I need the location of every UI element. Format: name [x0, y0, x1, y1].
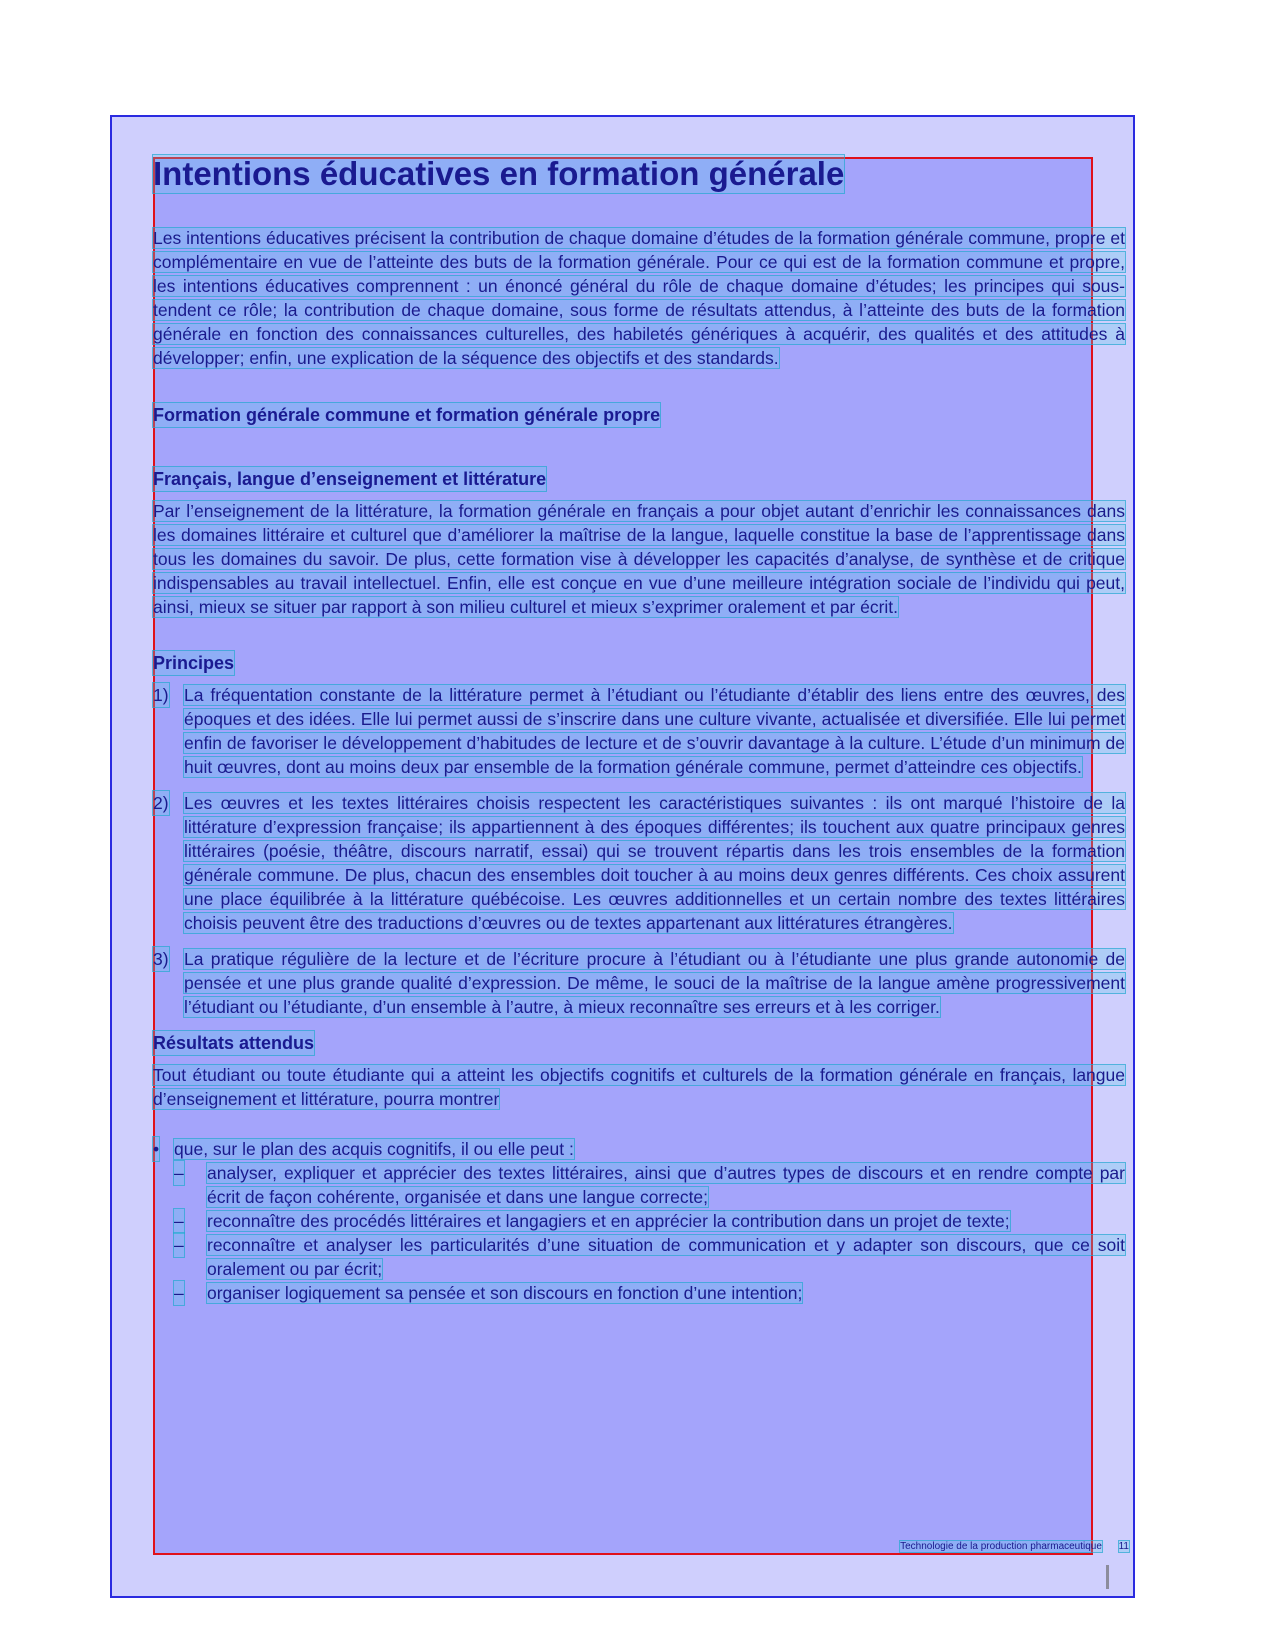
footer-page-number: 11 — [1118, 1541, 1129, 1552]
principle-number: 3) — [153, 949, 169, 969]
results-intro-paragraph — [153, 1063, 1125, 1111]
principle-item — [153, 791, 1125, 935]
bullet-lead: que, sur le plan des acquis cognitifs, il ou elle peut : — [174, 1139, 574, 1159]
bullet-icon: • — [153, 1139, 160, 1159]
principle-text: La pratique régulière de la lecture et de l’écriture procure à l’étudiant ou à l’étudiante une plus grande autonomie de pensée et une plus grande qualité d’expression. De même, le souci de la maîtrise de la langue amène progressivement l’étudiant ou l’étudiante, d’un ensemble à l’autre, à mieux reconnaître ses erreurs et à les corriger. — [184, 949, 1125, 1017]
dash-icon: – — [174, 1283, 184, 1303]
principles-list — [153, 683, 1125, 1019]
dash-icon: – — [174, 1163, 184, 1183]
subsection-heading: Français, langue d’enseignement et littérature — [153, 469, 547, 489]
intro-text: Les intentions éducatives précisent la contribution de chaque domaine d’études de la formation générale commune, propre et complémentaire en vue de l’atteinte des buts de la formation générale. Pour ce qui est de la formation commune et propre, les intentions éducatives comprennent : un énoncé général du rôle de chaque domaine d’études; les principes qui sous-tendent ce rôle; la contribution de chaque domaine, sous forme de résultats attendus, à l’atteinte des buts de la formation générale en fonction des connaissances culturelles, des habiletés génériques à acquérir, des qualités et des attitudes à développer; enfin, une explication de la séquence des objectifs et des standards. — [153, 228, 1125, 368]
outcome-item — [174, 1161, 1125, 1209]
principle-number: 2) — [153, 793, 169, 813]
section-heading: Formation générale commune et formation générale propre — [153, 405, 661, 425]
outcome-text: organiser logiquement sa pensée et son discours en fonction d’une intention; — [207, 1283, 803, 1303]
outcome-item — [174, 1281, 1125, 1305]
outcome-text: analyser, expliquer et apprécier des textes littéraires, ainsi que d’autres types de discours et en rendre compte par écrit de façon cohérente, organisée et dans une langue correcte; — [207, 1163, 1125, 1207]
subsection-text: Par l’enseignement de la littérature, la formation générale en français a pour objet autant d’enrichir les connaissances dans les domaines littéraire et culturel que d’améliorer la maîtrise de la langue, laquelle constitue la base de l’apprentissage dans tous les domaines du savoir. De plus, cette formation vise à développer les capacités d’analyse, de synthèse et de critique indispensables au travail intellectuel. Enfin, elle est conçue en vue d’une meilleure intégration sociale de l’individu qui peut, ainsi, mieux se situer par rapport à son milieu culturel et mieux s’exprimer oralement et par écrit. — [153, 501, 1125, 617]
dash-icon: – — [174, 1211, 184, 1231]
subsection-paragraph — [153, 499, 1125, 619]
principles-heading: Principes — [153, 653, 235, 673]
dash-icon: – — [174, 1235, 184, 1255]
page-title: Intentions éducatives en formation générale — [153, 155, 845, 192]
margin-bar-mark — [1106, 1565, 1109, 1589]
outcome-item — [174, 1233, 1125, 1281]
intro-paragraph — [153, 226, 1125, 370]
outcome-text: reconnaître des procédés littéraires et langagiers et en apprécier la contribution dans un projet de texte; — [207, 1211, 1010, 1231]
principle-item — [153, 683, 1125, 779]
principle-item — [153, 947, 1125, 1019]
footer-program: Technologie de la production pharmaceutique — [900, 1541, 1102, 1552]
results-heading: Résultats attendus — [153, 1033, 315, 1053]
page-footer — [836, 1541, 1129, 1552]
principle-text: Les œuvres et les textes littéraires choisis respectent les caractéristiques suivantes : ils ont marqué l’histoire de la littérature d’expression française; ils appartiennent à des époques différentes; ils touchent aux quatre principaux genres littéraires (poésie, théâtre, discours narratif, essai) qui se trouvent répartis dans les trois ensembles de la formation générale commune. De plus, chacun des ensembles doit toucher à au moins deux genres différents. Ces choix assurent une place équilibrée à la littérature québécoise. Les œuvres additionnelles et un certain nombre des textes littéraires choisis peuvent être des traductions d’œuvres ou de textes appartenant aux littératures étrangères. — [184, 793, 1125, 933]
cognitive-outcomes-block — [153, 1137, 1125, 1305]
results-intro-text: Tout étudiant ou toute étudiante qui a atteint les objectifs cognitifs et culturels de la formation générale en français, langue d’enseignement et littérature, pourra montrer — [153, 1065, 1125, 1109]
outcomes-list — [174, 1161, 1125, 1305]
outcome-text: reconnaître et analyser les particularités d’une situation de communication et y adapter son discours, que ce soit oralement ou par écrit; — [207, 1235, 1125, 1279]
outcome-item — [174, 1209, 1125, 1233]
principle-number: 1) — [153, 685, 169, 705]
document-content — [153, 155, 1125, 1305]
principle-text: La fréquentation constante de la littérature permet à l’étudiant ou l’étudiante d’établir des liens entre des œuvres, des époques et des idées. Elle lui permet aussi de s’inscrire dans une culture vivante, actualisée et diversifiée. Elle lui permet enfin de favoriser le développement d’habitudes de lecture et de s’ouvrir davantage à la culture. L’étude d’un minimum de huit œuvres, dont au moins deux par ensemble de la formation générale commune, permet d’atteindre ces objectifs. — [184, 685, 1125, 777]
